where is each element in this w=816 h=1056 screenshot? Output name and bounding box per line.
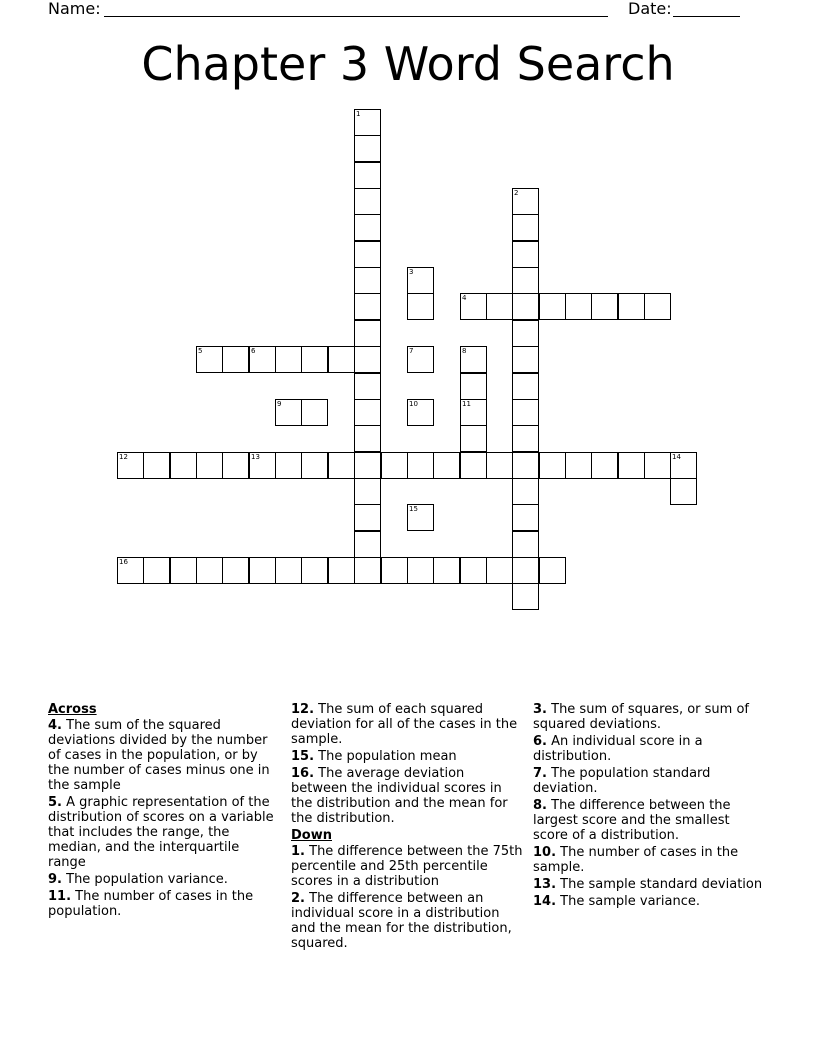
crossword-cell[interactable]	[196, 346, 223, 373]
clue-across-4: 4. The sum of the squared deviations divided by the number of cases in the population, or by the number of cases minus one in the sample	[48, 718, 270, 793]
crossword-cell[interactable]	[460, 452, 487, 479]
clue-number: 16	[119, 558, 128, 566]
crossword-cell[interactable]	[275, 557, 302, 584]
crossword-cell[interactable]	[354, 320, 381, 347]
clue-down-13: 13. The sample standard deviation	[533, 877, 763, 892]
crossword-cell[interactable]	[354, 109, 381, 136]
crossword-cell[interactable]	[196, 452, 223, 479]
clue-number: 6	[251, 347, 256, 355]
clue-down-3: 3. The sum of squares, or sum of squared deviations.	[533, 702, 750, 732]
clue-across-5: 5. A graphic representation of the distribution of scores on a variable that includes the range, the median, and the interquartile range	[48, 795, 274, 870]
clue-number: 15	[409, 505, 418, 513]
crossword-cell[interactable]	[486, 557, 513, 584]
crossword-cell[interactable]	[512, 452, 539, 479]
crossword-cell[interactable]	[460, 346, 487, 373]
crossword-cell[interactable]	[301, 452, 328, 479]
crossword-cell[interactable]	[512, 346, 539, 373]
crossword-cell[interactable]	[433, 557, 460, 584]
crossword-cell[interactable]	[618, 293, 645, 320]
clue-down-7: 7. The population standard deviation.	[533, 766, 711, 796]
crossword-cell[interactable]	[433, 452, 460, 479]
crossword-cell[interactable]	[512, 399, 539, 426]
crossword-cell[interactable]	[143, 452, 170, 479]
crossword-cell[interactable]	[512, 188, 539, 215]
crossword-cell[interactable]	[381, 452, 408, 479]
crossword-cell[interactable]	[301, 346, 328, 373]
crossword-cell[interactable]	[512, 293, 539, 320]
crossword-cell[interactable]	[117, 557, 144, 584]
crossword-cell[interactable]	[460, 293, 487, 320]
crossword-cell[interactable]	[591, 293, 618, 320]
date-label: Date:	[628, 0, 672, 18]
clue-column-2	[291, 702, 523, 953]
crossword-cell[interactable]	[512, 531, 539, 558]
crossword-cell[interactable]	[539, 557, 566, 584]
crossword-cell[interactable]	[460, 557, 487, 584]
crossword-cell[interactable]	[354, 293, 381, 320]
clue-number: 1	[356, 110, 361, 118]
crossword-cell[interactable]	[407, 267, 434, 294]
crossword-cell[interactable]	[670, 452, 697, 479]
crossword-cell[interactable]	[512, 425, 539, 452]
crossword-cell[interactable]	[407, 293, 434, 320]
crossword-cell[interactable]	[222, 346, 249, 373]
crossword-cell[interactable]	[275, 346, 302, 373]
clue-column-1	[48, 702, 280, 921]
crossword-cell[interactable]	[354, 399, 381, 426]
crossword-cell[interactable]	[143, 557, 170, 584]
crossword-cell[interactable]	[301, 399, 328, 426]
crossword-cell[interactable]	[196, 557, 223, 584]
crossword-cell[interactable]	[512, 478, 539, 505]
crossword-cell[interactable]	[354, 557, 381, 584]
crossword-cell[interactable]	[644, 452, 671, 479]
crossword-cell[interactable]	[354, 425, 381, 452]
crossword-cell[interactable]	[407, 399, 434, 426]
crossword-cell[interactable]	[512, 583, 539, 610]
crossword-cell[interactable]	[539, 293, 566, 320]
crossword-cell[interactable]	[512, 373, 539, 400]
clue-number: 7	[409, 347, 414, 355]
clue-down-6: 6. An individual score in a distribution.	[533, 734, 703, 764]
crossword-cell[interactable]	[407, 504, 434, 531]
crossword-cell[interactable]	[512, 320, 539, 347]
clue-number: 11	[462, 400, 471, 408]
crossword-cell[interactable]	[512, 214, 539, 241]
crossword-cell[interactable]	[328, 557, 355, 584]
crossword-cell[interactable]	[117, 452, 144, 479]
clue-number: 9	[277, 400, 282, 408]
crossword-cell[interactable]	[591, 452, 618, 479]
name-line[interactable]	[104, 16, 608, 17]
crossword-cell[interactable]	[354, 531, 381, 558]
crossword-cell[interactable]	[328, 346, 355, 373]
clue-number: 10	[409, 400, 418, 408]
date-line[interactable]	[673, 16, 740, 17]
clue-across-11: 11. The number of cases in the population.	[48, 889, 254, 919]
crossword-cell[interactable]	[275, 399, 302, 426]
crossword-cell[interactable]	[354, 241, 381, 268]
crossword-cell[interactable]	[512, 267, 539, 294]
crossword-cell[interactable]	[354, 504, 381, 531]
crossword-cell[interactable]	[565, 293, 592, 320]
crossword-cell[interactable]	[512, 557, 539, 584]
page-title: Chapter 3 Word Search	[141, 37, 675, 91]
crossword-cell[interactable]	[460, 373, 487, 400]
clue-number: 8	[462, 347, 467, 355]
clue-down-14: 14. The sample variance.	[533, 894, 700, 909]
crossword-cell[interactable]	[407, 557, 434, 584]
clue-number: 5	[198, 347, 203, 355]
crossword-cell[interactable]	[275, 452, 302, 479]
crossword-cell[interactable]	[407, 452, 434, 479]
clue-number: 12	[119, 453, 128, 461]
crossword-cell[interactable]	[222, 452, 249, 479]
clue-down-10: 10. The number of cases in the sample.	[533, 845, 739, 875]
crossword-cell[interactable]	[618, 452, 645, 479]
clue-number: 2	[514, 189, 519, 197]
crossword-cell[interactable]	[354, 214, 381, 241]
crossword-cell[interactable]	[354, 478, 381, 505]
crossword-cell[interactable]	[407, 346, 434, 373]
crossword-cell[interactable]	[460, 425, 487, 452]
clue-number: 13	[251, 453, 260, 461]
crossword-cell[interactable]	[512, 504, 539, 531]
crossword-cell[interactable]	[354, 346, 381, 373]
crossword-cell[interactable]	[249, 557, 276, 584]
clue-across-12: 12. The sum of each squared deviation for all of the cases in the sample.	[291, 702, 518, 747]
clue-number: 3	[409, 268, 414, 276]
crossword-cell[interactable]	[222, 557, 249, 584]
clue-number: 4	[462, 294, 467, 302]
crossword-cell[interactable]	[512, 241, 539, 268]
crossword-cell[interactable]	[170, 557, 197, 584]
clue-across-16: 16. The average deviation between the individual scores in the distribution and the mean for the distribution.	[291, 766, 508, 826]
crossword-cell[interactable]	[249, 452, 276, 479]
crossword-cell[interactable]	[354, 267, 381, 294]
crossword-cell[interactable]	[486, 452, 513, 479]
down-heading: Down	[291, 828, 332, 843]
across-heading: Across	[48, 702, 97, 717]
clue-down-8: 8. The difference between the largest score and the smallest score of a distribution.	[533, 798, 731, 843]
crossword-cell[interactable]	[644, 293, 671, 320]
crossword-cell[interactable]	[670, 478, 697, 505]
crossword-cell[interactable]	[301, 557, 328, 584]
crossword-cell[interactable]	[354, 452, 381, 479]
clue-down-1: 1. The difference between the 75th percentile and 25th percentile scores in a distribution	[291, 844, 523, 889]
crossword-cell[interactable]	[381, 557, 408, 584]
clue-number: 14	[672, 453, 681, 461]
crossword-cell[interactable]	[565, 452, 592, 479]
crossword-cell[interactable]	[249, 346, 276, 373]
crossword-cell[interactable]	[354, 373, 381, 400]
clue-across-9: 9. The population variance.	[48, 872, 228, 887]
name-label: Name:	[48, 0, 101, 18]
crossword-cell[interactable]	[354, 162, 381, 189]
crossword-cell[interactable]	[354, 188, 381, 215]
crossword-cell[interactable]	[486, 293, 513, 320]
crossword-cell[interactable]	[328, 452, 355, 479]
clue-across-15: 15. The population mean	[291, 749, 457, 764]
crossword-cell[interactable]	[354, 135, 381, 162]
crossword-cell[interactable]	[539, 452, 566, 479]
clue-column-3	[533, 702, 765, 911]
crossword-cell[interactable]	[170, 452, 197, 479]
crossword-cell[interactable]	[460, 399, 487, 426]
clue-down-2: 2. The difference between an individual score in a distribution and the mean for the distribution, squared.	[291, 891, 512, 951]
